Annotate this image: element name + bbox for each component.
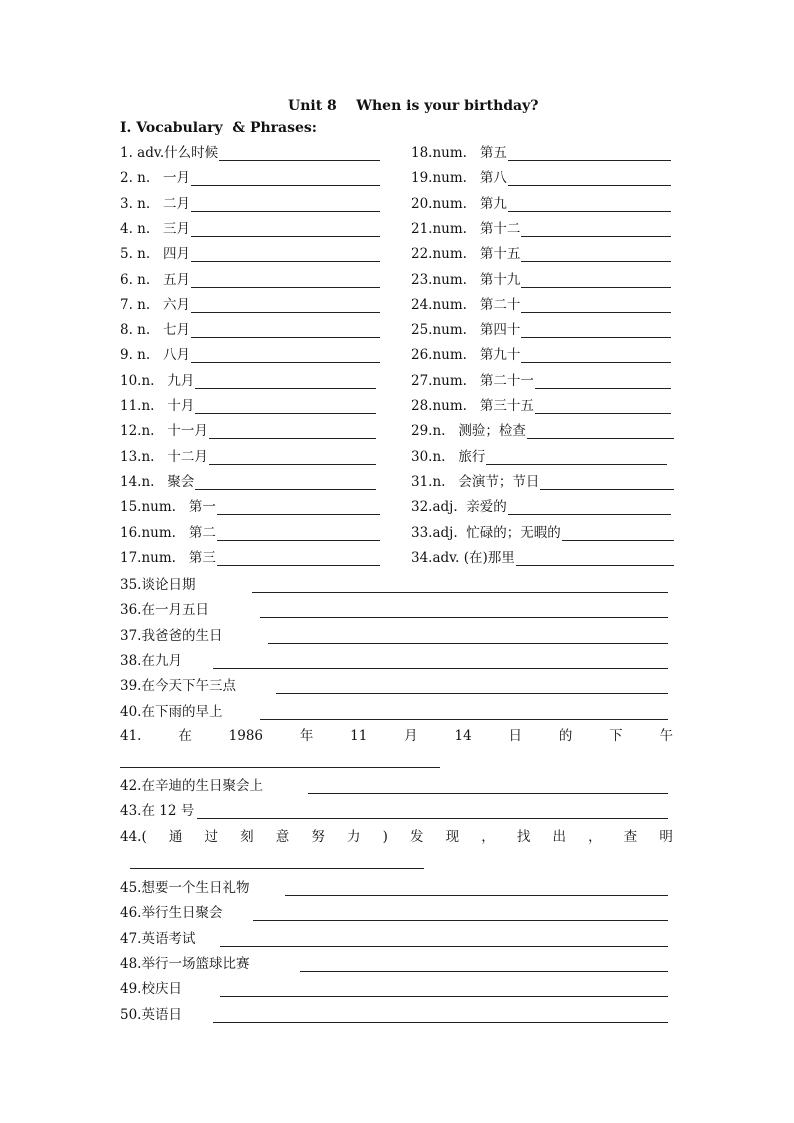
answer-blank[interactable]: [285, 895, 668, 896]
item-41-char: 下: [609, 728, 623, 744]
answer-blank[interactable]: [209, 464, 376, 465]
item-41-char: 月: [404, 728, 418, 744]
vocab-item-label: 27.num. 第二十一: [411, 372, 534, 389]
answer-blank[interactable]: [217, 540, 380, 541]
vocab-item-label: 2. n. 一月: [120, 170, 191, 187]
answer-blank[interactable]: [540, 489, 674, 490]
vocab-item-label: 25.num. 第四十: [411, 322, 521, 339]
vocab-item-label: 28.num. 第三十五: [411, 398, 534, 414]
answer-blank[interactable]: [516, 565, 674, 566]
answer-blank[interactable]: [276, 693, 668, 694]
phrase-item-label: 43.在 12 号: [120, 803, 195, 820]
page-title: Unit 8 When is your birthday?: [288, 98, 539, 114]
vocab-item-label: 5. n. 四月: [120, 246, 191, 263]
answer-blank[interactable]: [308, 793, 668, 794]
vocab-item-label: 24.num. 第二十: [411, 296, 521, 313]
item-41-char: 午: [659, 728, 673, 744]
answer-blank[interactable]: [130, 868, 424, 869]
item-41-char: 年: [299, 728, 314, 744]
answer-blank[interactable]: [508, 185, 671, 186]
answer-blank[interactable]: [260, 719, 668, 720]
answer-blank[interactable]: [562, 540, 674, 541]
vocab-item-label: 26.num. 第九十: [411, 347, 521, 364]
vocab-item-label: 15.num. 第一: [120, 499, 216, 516]
answer-blank[interactable]: [217, 514, 380, 515]
answer-blank[interactable]: [521, 337, 671, 338]
item-44-char: 查: [623, 829, 638, 845]
answer-blank[interactable]: [120, 767, 440, 768]
answer-blank[interactable]: [253, 920, 668, 921]
item-44-char: ，: [588, 829, 602, 845]
vocab-item-label: 3. n. 二月: [120, 195, 191, 212]
vocab-item-label: 9. n. 八月: [120, 347, 191, 364]
answer-blank[interactable]: [191, 337, 380, 338]
answer-blank[interactable]: [508, 160, 671, 161]
answer-blank[interactable]: [535, 413, 671, 414]
phrase-item-label: 42.在辛迪的生日聚会上: [120, 778, 263, 794]
phrase-item-label: 48.举行一场篮球比赛: [120, 955, 250, 972]
vocab-item-label: 32.adj. 亲爱的: [411, 499, 507, 516]
answer-blank[interactable]: [486, 464, 667, 465]
item-44-char: 明: [659, 829, 673, 845]
vocab-item-label: 6. n. 五月: [120, 271, 191, 288]
answer-blank[interactable]: [220, 996, 668, 997]
item-41-char: 日: [508, 728, 523, 744]
vocab-item-label: 34.adv. (在)那里: [411, 549, 515, 566]
answer-blank[interactable]: [260, 617, 668, 618]
answer-blank[interactable]: [197, 818, 668, 819]
vocab-item-label: 1. adv.什么时候: [120, 145, 219, 161]
item-44-char: 过: [204, 829, 218, 845]
item-44-char: 力: [347, 829, 361, 845]
answer-blank[interactable]: [195, 489, 376, 490]
vocab-item-label: 12.n. 十一月: [120, 423, 208, 440]
item-44-char: ): [382, 829, 388, 845]
phrase-item-label: 40.在下雨的早上: [120, 703, 223, 720]
item-41-char: 41.: [120, 728, 142, 744]
vocab-item-label: 7. n. 六月: [120, 296, 191, 313]
answer-blank[interactable]: [213, 1022, 668, 1023]
vocab-item-label: 18.num. 第五: [411, 145, 507, 161]
answer-blank[interactable]: [209, 438, 376, 439]
vocab-item-label: 20.num. 第九: [411, 195, 507, 212]
section-heading: I. Vocabulary & Phrases:: [120, 120, 317, 136]
vocab-item-label: 16.num. 第二: [120, 524, 216, 541]
answer-blank[interactable]: [191, 236, 380, 237]
vocab-item-label: 22.num. 第十五: [411, 246, 521, 263]
item-41-char: 11: [350, 728, 368, 744]
vocab-item-label: 31.n. 会演节；节日: [411, 473, 540, 490]
vocab-item-label: 23.num. 第十九: [411, 271, 521, 288]
answer-blank[interactable]: [191, 261, 380, 262]
phrase-item-label: 37.我爸爸的生日: [120, 627, 223, 644]
answer-blank[interactable]: [521, 287, 671, 288]
phrase-item-label: 45.想要一个生日礼物: [120, 880, 250, 896]
vocab-item-label: 11.n. 十月: [120, 398, 195, 414]
vocab-item-label: 29.n. 测验；检查: [411, 423, 526, 440]
item-44-char: 通: [168, 829, 183, 845]
vocab-item-label: 13.n. 十二月: [120, 448, 208, 465]
vocab-item-label: 10.n. 九月: [120, 372, 195, 389]
vocab-item-label: 19.num. 第八: [411, 170, 507, 187]
answer-blank[interactable]: [191, 362, 380, 363]
answer-blank[interactable]: [521, 312, 671, 313]
vocab-item-label: 8. n. 七月: [120, 322, 191, 339]
answer-blank[interactable]: [268, 643, 668, 644]
answer-blank[interactable]: [191, 211, 380, 212]
answer-blank[interactable]: [213, 668, 668, 669]
phrase-item-label: 39.在今天下午三点: [120, 678, 236, 695]
item-44-char: ，: [481, 829, 495, 845]
item-44-char: 刻: [240, 829, 254, 845]
answer-blank[interactable]: [195, 388, 376, 389]
answer-blank[interactable]: [521, 261, 671, 262]
item-44-char: 现: [445, 829, 460, 845]
answer-blank[interactable]: [191, 185, 380, 186]
item-41-line: [120, 727, 673, 745]
answer-blank[interactable]: [521, 362, 671, 363]
vocab-item-label: 21.num. 第十二: [411, 220, 521, 237]
item-41-char: 14: [454, 728, 472, 744]
vocab-item-label: 4. n. 三月: [120, 220, 191, 237]
answer-blank[interactable]: [217, 565, 380, 566]
item-44-char: 找: [516, 829, 531, 845]
answer-blank[interactable]: [535, 388, 671, 389]
vocab-item-label: 14.n. 聚会: [120, 473, 195, 490]
item-44-char: 44.(: [120, 829, 147, 845]
phrase-item-label: 49.校庆日: [120, 981, 182, 998]
item-44-line: [120, 828, 673, 846]
answer-blank[interactable]: [508, 514, 671, 515]
answer-blank[interactable]: [191, 287, 380, 288]
item-41-char: 的: [558, 728, 573, 744]
phrase-item-label: 47.英语考试: [120, 930, 196, 947]
phrase-item-label: 38.在九月: [120, 652, 182, 669]
answer-blank[interactable]: [508, 211, 671, 212]
vocab-item-label: 30.n. 旅行: [411, 448, 486, 465]
answer-blank[interactable]: [300, 971, 668, 972]
item-41-char: 在: [178, 728, 192, 744]
item-44-char: 意: [275, 829, 290, 845]
phrase-item-label: 36.在一月五日: [120, 602, 209, 619]
item-44-char: 努: [311, 829, 325, 845]
vocab-item-label: 17.num. 第三: [120, 549, 216, 566]
item-44-char: 发: [410, 829, 424, 845]
item-41-char: 1986: [228, 728, 263, 744]
phrase-item-label: 35.谈论日期: [120, 577, 196, 593]
phrase-item-label: 46.举行生日聚会: [120, 905, 223, 922]
vocab-item-label: 33.adj. 忙碌的；无暇的: [411, 524, 561, 541]
answer-blank[interactable]: [219, 160, 380, 161]
answer-blank[interactable]: [521, 236, 671, 237]
item-44-char: 出: [552, 829, 567, 845]
answer-blank[interactable]: [527, 438, 674, 439]
answer-blank[interactable]: [220, 946, 668, 947]
answer-blank[interactable]: [191, 312, 380, 313]
phrase-item-label: 50.英语日: [120, 1006, 182, 1023]
answer-blank[interactable]: [252, 592, 668, 593]
answer-blank[interactable]: [195, 413, 376, 414]
